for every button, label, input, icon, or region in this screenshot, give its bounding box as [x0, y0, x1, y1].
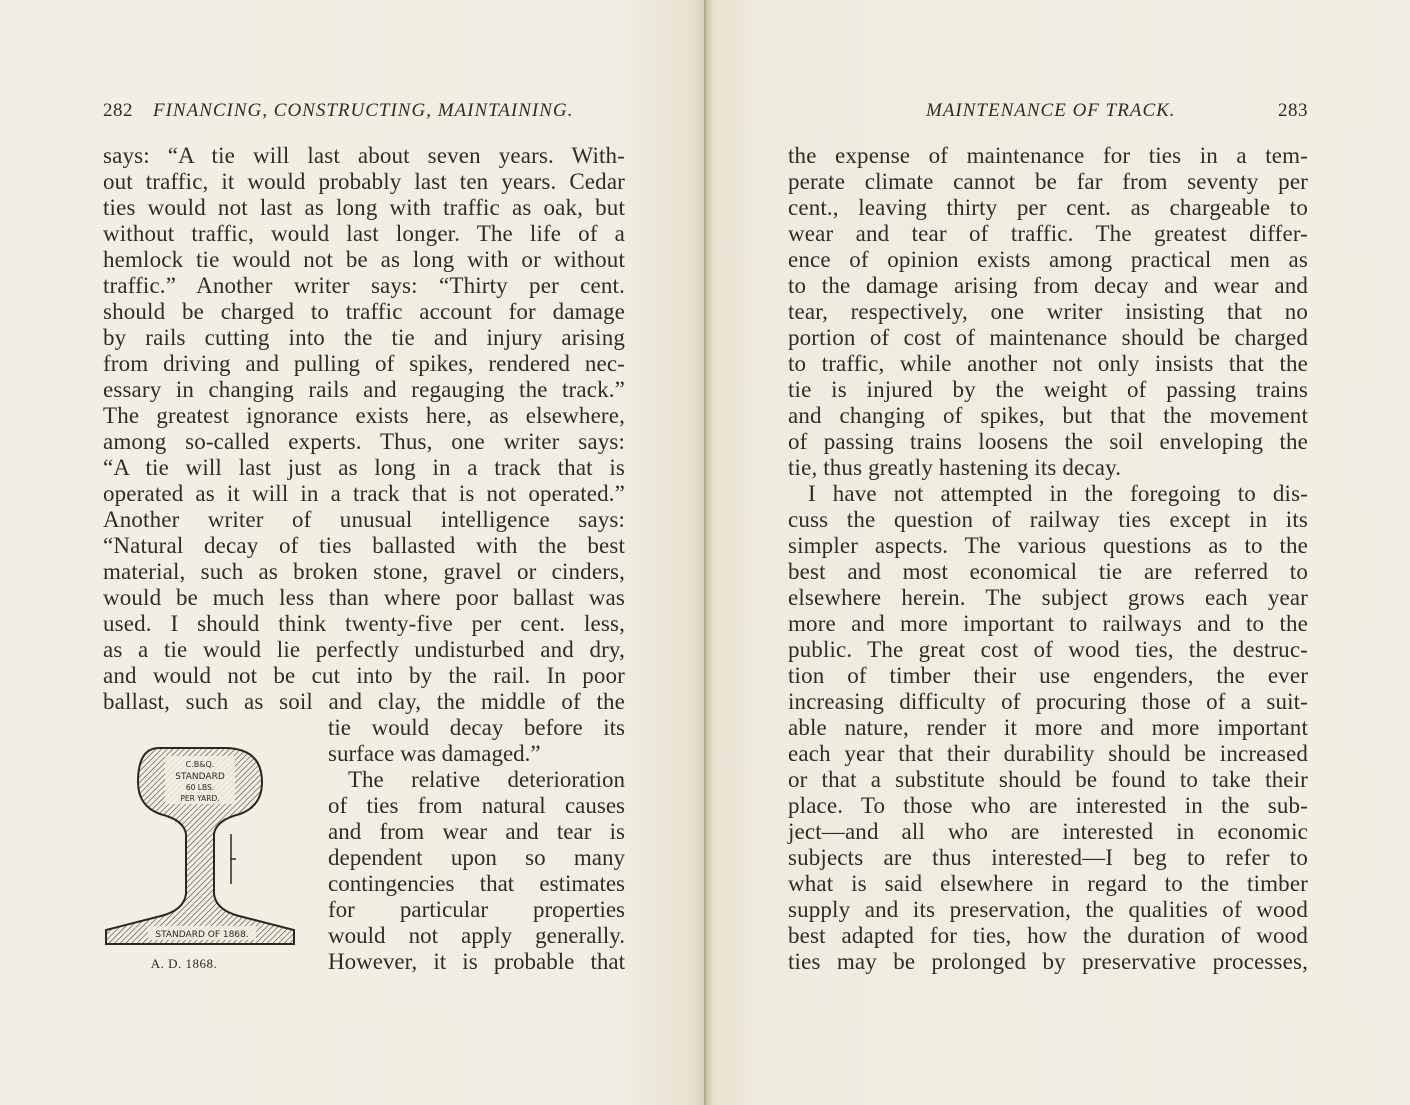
- svg-text:STANDARD: STANDARD: [175, 772, 225, 782]
- running-head-title: FINANCING, CONSTRUCTING, MAINTAINING.: [153, 100, 574, 121]
- rail-section-figure: [104, 744, 298, 976]
- text-line: tion of timber their use engenders, the ever: [788, 663, 1308, 688]
- text-line: hemlock tie would not be as long with or without: [103, 247, 625, 272]
- svg-text:60 LBS.: 60 LBS.: [185, 783, 215, 792]
- text-line: tear, respectively, one writer insisting that no: [788, 299, 1308, 324]
- text-line: among so-called experts. Thus, one writer says:: [103, 429, 625, 454]
- text-line: out traffic, it would probably last ten years. Cedar: [103, 169, 625, 194]
- text-line: portion of cost of maintenance should be charged: [788, 325, 1308, 350]
- right-running-head: [786, 100, 1308, 126]
- text-line: perate climate cannot be far from seventy per: [788, 169, 1308, 194]
- text-line: I have not attempted in the foregoing to dis-: [808, 481, 1308, 506]
- page-number: 283: [1278, 100, 1308, 121]
- text-line: ence of opinion exists among practical men as: [788, 247, 1308, 272]
- text-line: of ties from natural causes: [328, 793, 625, 818]
- text-line: of passing trains loosens the soil enveloping the: [788, 429, 1308, 454]
- text-line: each year that their durability should be increased: [788, 741, 1308, 766]
- text-line: However, it is probable that: [328, 949, 625, 974]
- wrapped-text-beside-figure: [328, 715, 625, 975]
- text-line: best adapted for ties, how the duration of wood: [788, 923, 1308, 948]
- text-line: and would not be cut into by the rail. In poor: [103, 663, 625, 688]
- text-line: wear and tear of traffic. The greatest differ-: [788, 221, 1308, 246]
- text-line: operated as it will in a track that is not operated.”: [103, 481, 625, 506]
- text-line: to traffic, while another not only insists that the: [788, 351, 1308, 376]
- right-page: [706, 0, 1410, 1105]
- text-line: simpler aspects. The various questions as to the: [788, 533, 1308, 558]
- running-head-title: MAINTENANCE OF TRACK.: [926, 100, 1176, 121]
- right-body-text: [788, 143, 1308, 975]
- left-page: [0, 0, 704, 1105]
- text-line: should be charged to traffic account for damage: [103, 299, 625, 324]
- text-line: for particular properties: [328, 897, 625, 922]
- text-line: and changing of spikes, but that the movement: [788, 403, 1308, 428]
- text-line: as a tie would lie perfectly undisturbed and dry,: [103, 637, 625, 662]
- text-line: dependent upon so many: [328, 845, 625, 870]
- text-line: material, such as broken stone, gravel or cinders,: [103, 559, 625, 584]
- text-line: and from wear and tear is: [328, 819, 625, 844]
- left-body-text: [103, 143, 625, 715]
- svg-text:PER YARD.: PER YARD.: [180, 794, 220, 803]
- text-line: best and most economical tie are referred to: [788, 559, 1308, 584]
- svg-text:STANDARD OF 1868.: STANDARD OF 1868.: [155, 930, 249, 940]
- text-line: used. I should think twenty-five per cent. less,: [103, 611, 625, 636]
- text-line: cuss the question of railway ties except in its: [788, 507, 1308, 532]
- text-line: subjects are thus interested—I beg to refer to: [788, 845, 1308, 870]
- text-line: place. To those who are interested in the sub-: [788, 793, 1308, 818]
- text-line: traffic.” Another writer says: “Thirty per cent.: [103, 273, 625, 298]
- text-line: ballast, such as soil and clay, the middle of the: [103, 689, 625, 714]
- text-line: without traffic, would last longer. The life of a: [103, 221, 625, 246]
- text-line: The relative deterioration: [348, 767, 625, 792]
- text-line: tie is injured by the weight of passing trains: [788, 377, 1308, 402]
- text-line: or that a substitute should be found to take their: [788, 767, 1308, 792]
- figure-caption: A. D. 1868.: [150, 956, 218, 971]
- text-line: elsewhere herein. The subject grows each year: [788, 585, 1308, 610]
- rail-cross-section-icon: [104, 744, 298, 948]
- text-line: Another writer of unusual intelligence says:: [103, 507, 625, 532]
- text-line: “A tie will last just as long in a track that is: [103, 455, 625, 480]
- svg-text:C.B&Q.: C.B&Q.: [185, 760, 215, 769]
- text-line: what is said elsewhere in regard to the timber: [788, 871, 1308, 896]
- text-line: ject—and all who are interested in economic: [788, 819, 1308, 844]
- text-line: by rails cutting into the tie and injury arising: [103, 325, 625, 350]
- text-line: tie, thus greatly hastening its decay.: [788, 455, 1122, 480]
- text-line: contingencies that estimates: [328, 871, 625, 896]
- text-line: The greatest ignorance exists here, as elsewhere,: [103, 403, 625, 428]
- text-line: would be much less than where poor ballast was: [103, 585, 625, 610]
- text-line: surface was damaged.”: [328, 741, 541, 766]
- text-line: from driving and pulling of spikes, rendered nec-: [103, 351, 625, 376]
- left-running-head: [103, 100, 628, 126]
- text-line: essary in changing rails and regauging the track.”: [103, 377, 625, 402]
- text-line: says: “A tie will last about seven years. With-: [103, 143, 625, 168]
- text-line: cent., leaving thirty per cent. as chargeable to: [788, 195, 1308, 220]
- text-line: increasing difficulty of procuring those of a suit-: [788, 689, 1308, 714]
- text-line: tie would decay before its: [328, 715, 625, 740]
- text-line: would not apply generally.: [328, 923, 625, 948]
- text-line: to the damage arising from decay and wear and: [788, 273, 1308, 298]
- text-line: able nature, render it more and more important: [788, 715, 1308, 740]
- text-line: the expense of maintenance for ties in a tem-: [788, 143, 1308, 168]
- text-line: more and more important to railways and to the: [788, 611, 1308, 636]
- text-line: public. The great cost of wood ties, the destruc-: [788, 637, 1308, 662]
- text-line: ties would not last as long with traffic as oak, but: [103, 195, 625, 220]
- text-line: “Natural decay of ties ballasted with the best: [103, 533, 625, 558]
- page-number: 282: [103, 100, 133, 121]
- text-line: supply and its preservation, the qualities of wood: [788, 897, 1308, 922]
- text-line: ties may be prolonged by preservative processes,: [788, 949, 1308, 974]
